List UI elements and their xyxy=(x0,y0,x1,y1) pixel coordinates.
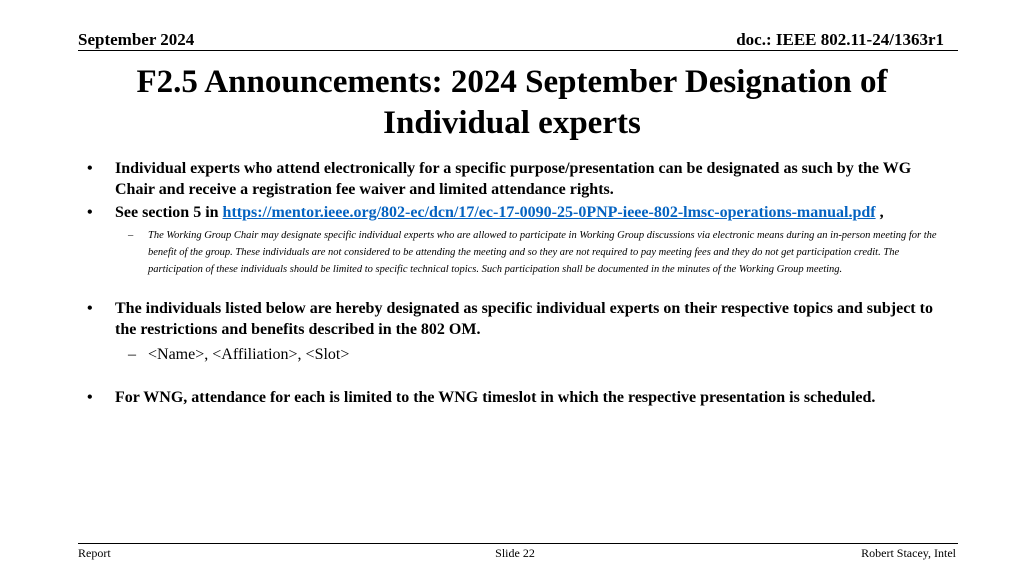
bullet-text: Individual experts who attend electronically for a specific purpose/presentation can be designated as such by the WG Chair and receive a registration fee waiver and limited attendance rights. xyxy=(115,160,912,198)
sub-bullet-name-placeholder xyxy=(84,344,954,365)
header-divider xyxy=(78,50,958,51)
footer-report-label: Report xyxy=(78,546,111,560)
footer-divider xyxy=(78,543,958,544)
footer-slide-number: Slide 22 xyxy=(495,546,535,560)
bullet-mark: • xyxy=(87,389,93,406)
bullet-individual-experts xyxy=(84,158,954,200)
sub-bullet-mark: – xyxy=(128,230,134,241)
bullet-see-section xyxy=(84,202,954,223)
header-doc-id: doc.: IEEE 802.11-24/1363r1 xyxy=(736,30,944,49)
bullet-designation xyxy=(84,298,954,340)
bullet-mark: • xyxy=(87,204,93,221)
header-date: September 2024 xyxy=(78,30,195,49)
slide-body xyxy=(84,158,954,408)
sub-bullet-om-quote xyxy=(84,227,954,278)
bullet-text: For WNG, attendance for each is limited to the WNG timeslot in which the respective presentation is scheduled. xyxy=(115,389,876,406)
sub-bullet-text: <Name>, <Affiliation>, <Slot> xyxy=(148,346,350,363)
bullet-mark: • xyxy=(87,160,93,177)
slide-title: F2.5 Announcements: 2024 September Designation of Individual experts xyxy=(136,64,888,141)
bullet-wng-attendance xyxy=(84,387,954,408)
bullet-suffix: , xyxy=(875,204,884,221)
sub-bullet-mark: – xyxy=(128,346,136,363)
operations-manual-link[interactable]: https://mentor.ieee.org/802-ec/dcn/17/ec-17-0090-25-0PNP-ieee-802-lmsc-operations-manual.pdf xyxy=(222,204,876,221)
footer-author: Robert Stacey, Intel xyxy=(861,546,956,560)
bullet-mark: • xyxy=(87,300,93,317)
bullet-text: The individuals listed below are hereby designated as specific individual experts on their respective topics and subject to the restrictions and benefits described in the 802 OM. xyxy=(115,300,933,338)
sub-bullet-text: The Working Group Chair may designate specific individual experts who are allowed to participate in Working Group discussions via electronic means during an in-person meeting for the benefit of the group. These individuals are not considered to be attending the meeting and so they are not required to pay meeting fees and they do not get participation credit. The participation of these individuals should be limited to specific technical topics. Such participation shall be documented in the minutes of the Working Group meeting. xyxy=(148,230,937,275)
bullet-prefix: See section 5 in xyxy=(115,204,223,221)
